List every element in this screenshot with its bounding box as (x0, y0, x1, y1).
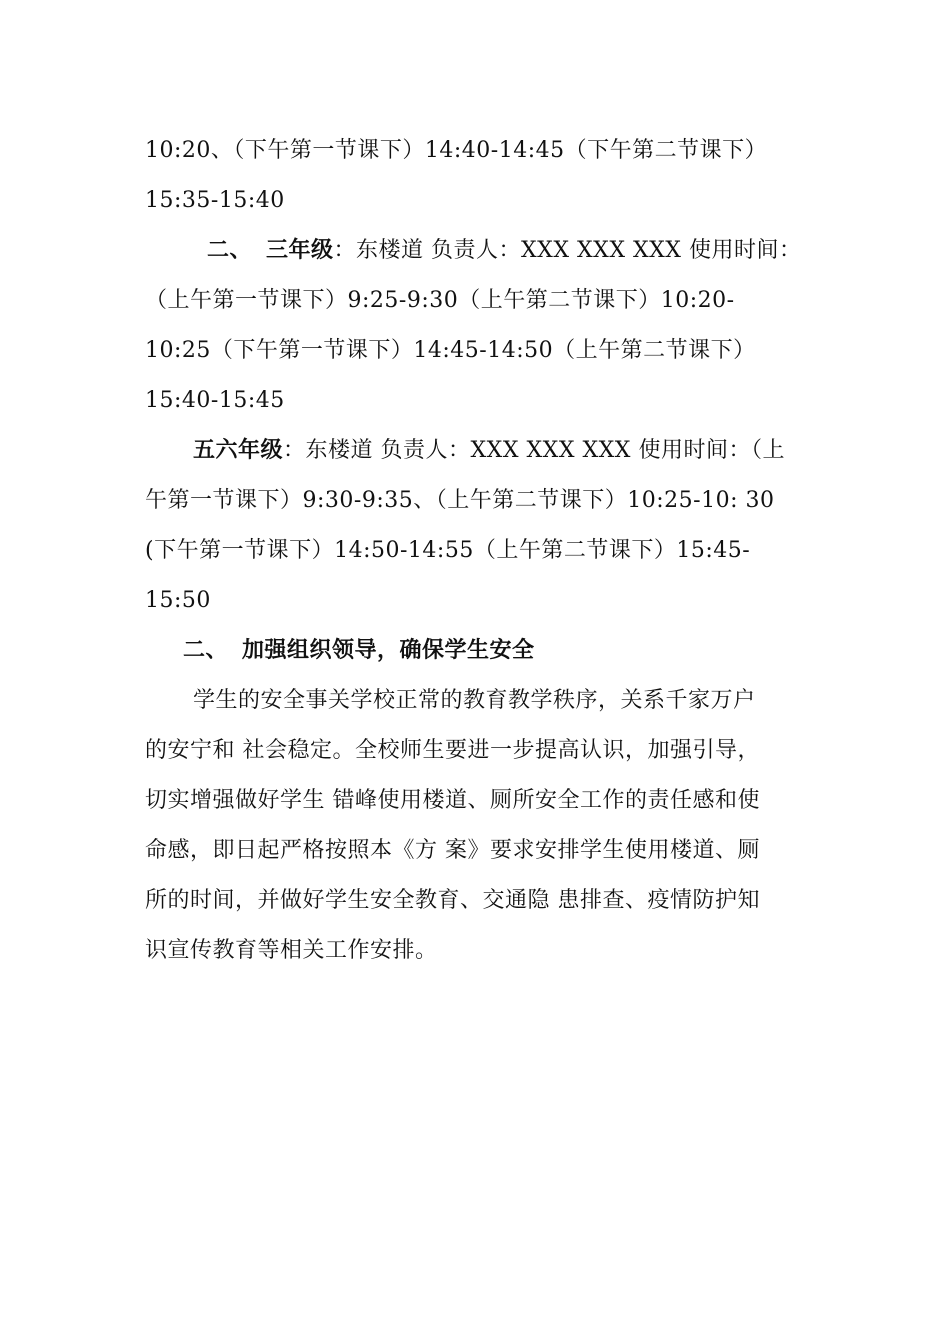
paragraph-line: 识宣传教育等相关工作安排。 (145, 938, 438, 963)
paragraph-line: 学生的安全事关学校正常的教育教学秩序，关系千家万户 (193, 688, 756, 713)
paragraph-line: 的安宁和 社会稳定。全校师生要进一步提高认识，加强引导， (145, 738, 760, 763)
text-line: 10:25（下午第一节课下）14:45-14:50（上午第二节课下） (145, 338, 756, 363)
text-line: 15:50 (145, 588, 211, 613)
grade3-heading-rest: ：东楼道 负责人：XXX XXX XXX 使用时间： (333, 238, 802, 263)
grade3-heading-label: 三年级 (266, 238, 334, 263)
text-line: 午第一节课下）9:30-9:35、（上午第二节课下）10:25-10: 30 (145, 488, 775, 513)
paragraph-line: 切实增强做好学生 错峰使用楼道、厕所安全工作的责任感和使 (145, 788, 760, 813)
grade3-heading-number: 二、 (207, 238, 253, 263)
section-two-title: 加强组织领导，确保学生安全 (242, 638, 535, 663)
text-line: 15:40-15:45 (145, 388, 285, 413)
text-line: 10:20、（下午第一节课下）14:40-14:45（下午第二节课下） (145, 138, 768, 163)
grade3-heading-line (207, 236, 801, 266)
text-line: （上午第一节课下）9:25-9:30（上午第二节课下）10:20- (145, 288, 735, 313)
grade56-heading-line (193, 436, 785, 466)
grade56-heading-label: 五六年级 (193, 438, 284, 463)
paragraph-line: 命感，即日起严格按照本《方 案》要求安排学生使用楼道、厕 (145, 838, 760, 863)
paragraph-line: 所的时间，并做好学生安全教育、交通隐 患排查、疫情防护知 (145, 888, 760, 913)
text-line: 15:35-15:40 (145, 188, 285, 213)
section-two-heading (183, 636, 535, 666)
grade56-heading-rest: ：东楼道 负责人：XXX XXX XXX 使用时间：（上 (283, 438, 785, 463)
text-line: (下午第一节课下）14:50-14:55（上午第二节课下）15:45- (145, 538, 751, 563)
section-two-number: 二、 (183, 638, 229, 663)
